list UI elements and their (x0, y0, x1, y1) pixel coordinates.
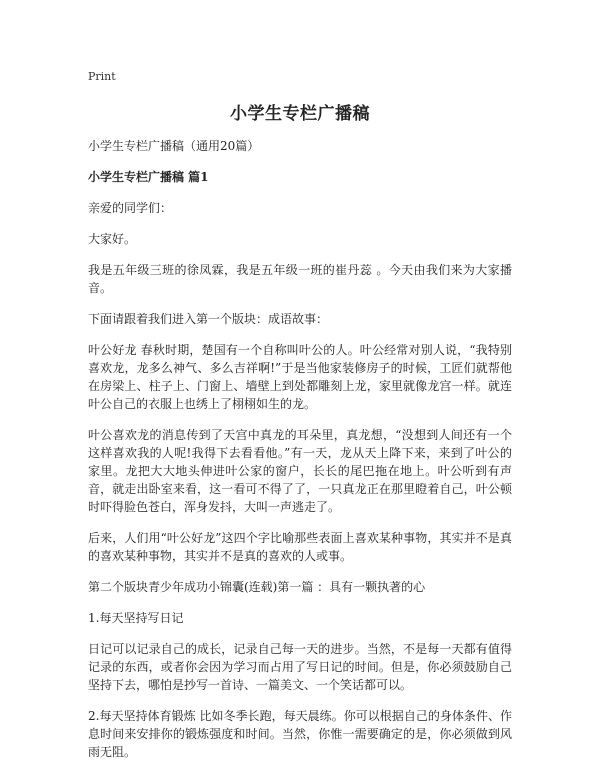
page-title: 小学生专栏广播稿 (230, 104, 370, 124)
paragraph: 亲爱的同学们： (88, 201, 173, 215)
paragraph: 第二个版块青少年成功小锦囊(连载)第一篇 ：具有一颗执著的心 (88, 580, 426, 594)
print-link[interactable]: Print (88, 70, 116, 83)
paragraph: 后来，人们用“叶公好龙”这四个字比喻那些表面上喜欢某种事物，其实并不是真的喜欢某种事物，其实并不是真的喜欢的人或事。 (88, 531, 512, 563)
paragraph: 大家好。 (88, 232, 137, 246)
subtitle: 小学生专栏广播稿（通用20篇） (88, 139, 260, 153)
section-heading: 小学生专栏广播稿 篇1 (88, 170, 209, 184)
paragraph: 1.每天坚持写日记 (88, 611, 184, 625)
paragraph: 下面请跟着我们进入第一个版块：成语故事： (88, 312, 329, 326)
document-page (88, 70, 512, 774)
paragraph: 叶公喜欢龙的消息传到了天宫中真龙的耳朵里，真龙想，“没想到人间还有一个这样喜欢我的人呢!我得下去看看他。”有一天，龙从天上降下来，来到了叶公的家里。龙把大大地头伸进叶公家的窗户，长长的尾巴拖在地上。叶公听到有声音，就走出卧室来看，这一看可不得了了，一只真龙正在那里瞪着自己，叶公顿时吓得脸色苍白，浑身发抖，大叫一声逃走了。 (88, 428, 512, 514)
paragraph: 2.每天坚持体育锻炼 比如冬季长跑，每天晨练。你可以根据自己的身体条件、作息时间来安排你的锻炼强度和时间。当然，你惟一需要确定的是，你必须做到风雨无阻。 (88, 709, 512, 759)
paragraph: 叶公好龙 春秋时期，楚国有一个自称叫叶公的人。叶公经常对别人说，“我特别喜欢龙，龙多么神气、多么吉祥啊!”于是当他家装修房子的时候，工匠们就帮他在房梁上、柱子上、门窗上、墙壁上到处都雕刻上龙，家里就像龙宫一样。就连叶公自己的衣服上也绣上了栩栩如生的龙。 (88, 343, 512, 411)
paragraph: 我是五年级三班的徐凤霖，我是五年级一班的崔丹蕊 。今天由我们来为大家播音。 (88, 263, 512, 295)
paragraph: 日记可以记录自己的成长，记录自己每一天的进步。当然，不是每一天都有值得记录的东西，或者你会因为学习而占用了写日记的时间。但是，你必须鼓励自己坚持下去，哪怕是抄写一首诗、一篇美文、一个笑话都可以。 (88, 642, 512, 692)
